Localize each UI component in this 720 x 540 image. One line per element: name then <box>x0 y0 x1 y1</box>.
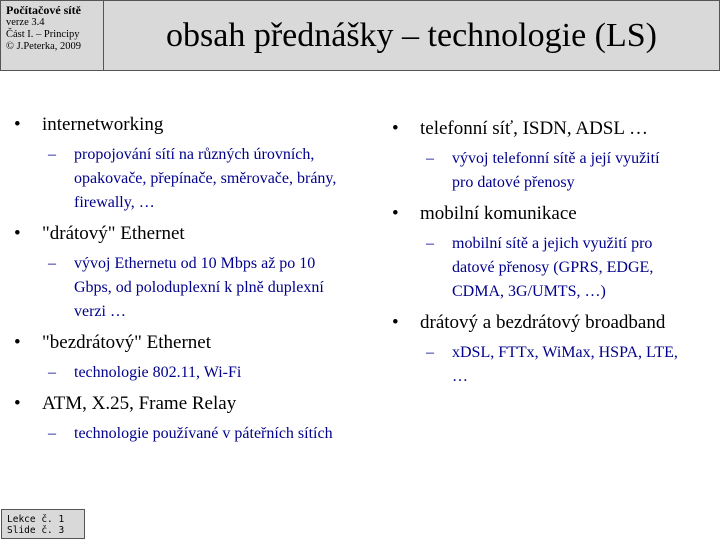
bullet-text: internetworking <box>42 114 164 135</box>
dash-icon: – <box>426 235 434 252</box>
sub-item-line: datové přenosy (GPRS, EDGE, <box>452 259 654 276</box>
bullet-icon: • <box>392 203 399 224</box>
sub-item-line: … <box>452 368 468 385</box>
lecture-number: Lekce č. 1 <box>7 514 65 525</box>
course-title: Počítačové sítě <box>6 3 81 17</box>
sub-item <box>392 341 714 389</box>
bullet-item <box>14 391 380 416</box>
bullet-icon: • <box>14 332 21 353</box>
bullet-icon: • <box>392 118 399 139</box>
bullet-text: telefonní síť, ISDN, ADSL … <box>420 118 649 139</box>
bullet-icon: • <box>14 393 21 414</box>
slide-title-bar <box>104 0 720 71</box>
sub-item <box>14 361 380 385</box>
sub-item-line: xDSL, FTTx, WiMax, HSPA, LTE, <box>452 344 678 361</box>
course-version: verze 3.4 <box>6 17 45 28</box>
sub-item <box>14 143 380 215</box>
sub-item-line: mobilní sítě a jejich využití pro <box>452 235 653 252</box>
dash-icon: – <box>48 255 56 272</box>
dash-icon: – <box>48 425 56 442</box>
sub-item <box>14 422 380 446</box>
bullet-text: mobilní komunikace <box>420 203 577 224</box>
dash-icon: – <box>48 146 56 163</box>
slide-number: Slide č. 3 <box>7 525 65 536</box>
sub-item-line: Gbps, od poloduplexní k plně duplexní <box>74 279 324 296</box>
sub-item-line: verzi … <box>74 303 126 320</box>
dash-icon: – <box>426 344 434 361</box>
sub-item-line: technologie 802.11, Wi-Fi <box>74 364 242 381</box>
bullet-icon: • <box>392 312 399 333</box>
course-copyright: © J.Peterka, 2009 <box>6 41 82 52</box>
dash-icon: – <box>48 364 56 381</box>
course-info-box <box>0 0 104 71</box>
right-column <box>392 116 714 395</box>
bullet-item <box>392 310 714 335</box>
sub-item-line: propojování sítí na různých úrovních, <box>74 146 315 163</box>
sub-item-line: vývoj Ethernetu od 10 Mbps až po 10 <box>74 255 316 272</box>
bullet-text: ATM, X.25, Frame Relay <box>42 393 237 414</box>
sub-item-line: pro datové přenosy <box>452 174 575 191</box>
left-column <box>14 112 380 452</box>
sub-item-line: firewally, … <box>74 194 155 211</box>
course-part: Část I. – Principy <box>6 29 80 40</box>
slide-title: obsah přednášky – technologie (LS) <box>166 16 657 54</box>
dash-icon: – <box>426 150 434 167</box>
sub-item <box>392 232 714 304</box>
bullet-item <box>392 116 714 141</box>
bullet-icon: • <box>14 223 21 244</box>
bullet-text: drátový a bezdrátový broadband <box>420 312 666 333</box>
sub-item <box>392 147 714 195</box>
sub-item-line: technologie používané v páteřních sítích <box>74 425 333 442</box>
sub-item-line: opakovače, přepínače, směrovače, brány, <box>74 170 337 187</box>
sub-item <box>14 252 380 324</box>
sub-item-line: CDMA, 3G/UMTS, …) <box>452 283 606 300</box>
bullet-item <box>14 330 380 355</box>
bullet-text: "drátový" Ethernet <box>42 223 185 244</box>
bullet-text: "bezdrátový" Ethernet <box>42 332 212 353</box>
bullet-item <box>14 221 380 246</box>
sub-item-line: vývoj telefonní sítě a její využití <box>452 150 660 167</box>
bullet-item <box>392 201 714 226</box>
bullet-icon: • <box>14 114 21 135</box>
bullet-item <box>14 112 380 137</box>
slide-number-box <box>1 509 85 539</box>
